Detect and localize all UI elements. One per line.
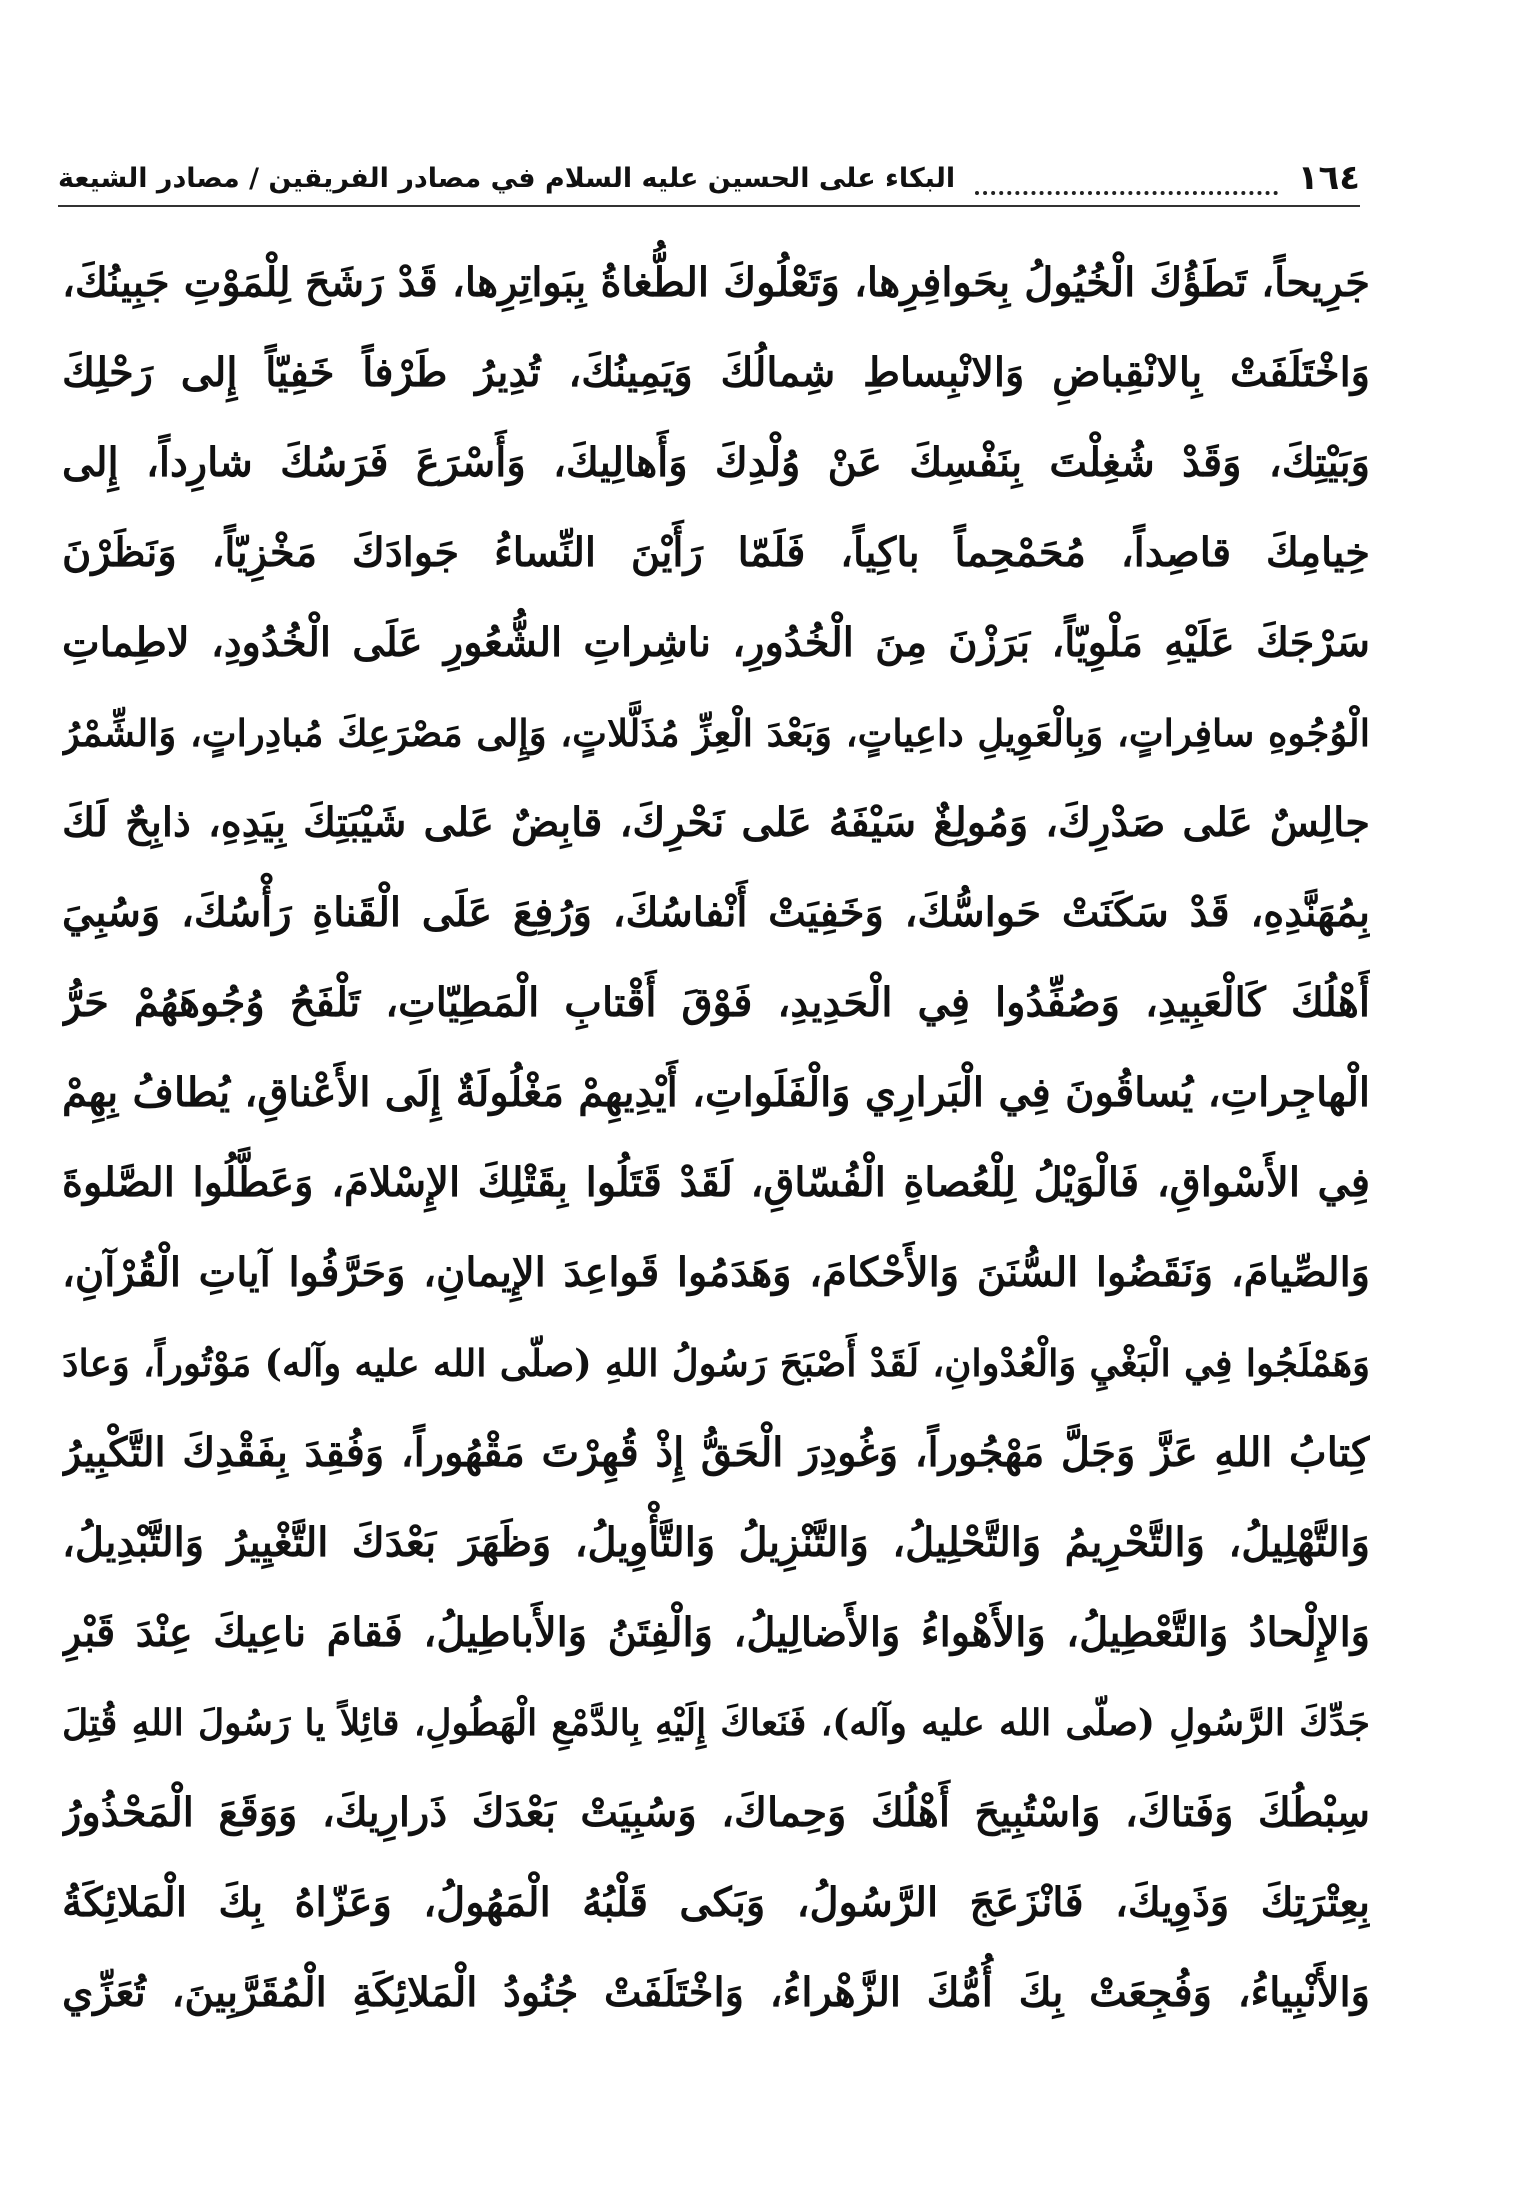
text-line: سِبْطُكَ وَفَتاكَ، وَاسْتُبِيحَ أَهْلُكَ وَحِماكَ، وَسُبِيَتْ بَعْدَكَ ذَرارِيكَ، وَوَقَعَ الْمَحْذُورُ <box>62 1789 1370 1836</box>
text-line: وَبَيْتِكَ، وَقَدْ شُغِلْتَ بِنَفْسِكَ عَنْ وُلْدِكَ وَأَهالِيكَ، وَأَسْرَعَ فَرَسُكَ شارِداً، إِلى <box>62 439 1370 486</box>
text-line: وَالإِلْحادُ وَالتَّعْطِيلُ، وَالأَهْواءُ وَالأَضالِيلُ، وَالْفِتَنُ وَالأَباطِيلُ، فَقامَ ناعِيكَ عِنْدَ قَبْرِ <box>62 1609 1370 1656</box>
text-line: بِمُهَنَّدِهِ، قَدْ سَكَنَتْ حَواسُّكَ، وَخَفِيَتْ أَنْفاسُكَ، وَرُفِعَ عَلَى الْقَناةِ رَأْسُكَ، وَسُبِيَ <box>62 889 1370 936</box>
body-text <box>62 238 1370 2038</box>
text-line: أَهْلُكَ كَالْعَبِيدِ، وَصُفِّدُوا فِي الْحَدِيدِ، فَوْقَ أَقْتابِ الْمَطِيّاتِ، تَلْفَحُ وُجُوهَهُمْ حَرُّ <box>62 979 1370 1026</box>
text-line: الْهاجِراتِ، يُساقُونَ فِي الْبَرارِي وَالْفَلَواتِ، أَيْدِيهِمْ مَغْلُولَةٌ إِلَى الأَعْناقِ، يُطافُ بِهِمْ <box>62 1069 1370 1116</box>
header-dot-leader <box>975 161 1278 195</box>
text-line: جَدِّكَ الرَّسُولِ (صلّى الله عليه وآله)، فَنَعاكَ إِلَيْهِ بِالدَّمْعِ الْهَطُولِ، قائِلاً يا رَسُولَ اللهِ قُتِلَ <box>62 1702 1370 1744</box>
text-line: وَالتَّهْلِيلُ، وَالتَّحْرِيمُ وَالتَّحْلِيلُ، وَالتَّنْزِيلُ وَالتَّأْوِيلُ، وَظَهَرَ بَعْدَكَ التَّغْيِيرُ وَالتَّبْدِيلُ، <box>62 1519 1370 1566</box>
text-line: فِي الأَسْواقِ، فَالْوَيْلُ لِلْعُصاةِ الْفُسّاقِ، لَقَدْ قَتَلُوا بِقَتْلِكَ الإِسْلامَ، وَعَطَّلُوا الصَّلوةَ <box>62 1159 1370 1206</box>
header-rule <box>58 205 1360 207</box>
running-header <box>58 153 1360 203</box>
text-line: وَالأَنْبِياءُ، وَفُجِعَتْ بِكَ أُمُّكَ الزَّهْراءُ، وَاخْتَلَفَتْ جُنُودُ الْمَلائِكَةِ الْمُقَرَّبِينَ، تُعَزِّي <box>62 1969 1370 2016</box>
text-line: خِيامِكَ قاصِداً، مُحَمْحِماً باكِياً، فَلَمّا رَأَيْنَ النِّساءُ جَوادَكَ مَخْزِيّاً، وَنَظَرْنَ <box>62 529 1370 576</box>
text-line: بِعِتْرَتِكَ وَذَوِيكَ، فَانْزَعَجَ الرَّسُولُ، وَبَكى قَلْبُهُ الْمَهُولُ، وَعَزّاهُ بِكَ الْمَلائِكَةُ <box>62 1879 1370 1926</box>
text-line: وَاخْتَلَفَتْ بِالانْقِباضِ وَالانْبِساطِ شِمالُكَ وَيَمِينُكَ، تُدِيرُ طَرْفاً خَفِيّاً إِلى رَحْلِكَ <box>62 349 1370 396</box>
text-line: سَرْجَكَ عَلَيْهِ مَلْوِيّاً، بَرَزْنَ مِنَ الْخُدُورِ، ناشِراتِ الشُّعُورِ عَلَى الْخُدُودِ، لاطِماتِ <box>62 619 1370 666</box>
text-line: الْوُجُوهِ سافِراتٍ، وَبِالْعَوِيلِ داعِياتٍ، وَبَعْدَ الْعِزِّ مُذَلَّلاتٍ، وَإِلى مَصْرَعِكَ مُبادِراتٍ، وَالشِّمْرُ <box>62 711 1370 755</box>
text-line: كِتابُ اللهِ عَزَّ وَجَلَّ مَهْجُوراً، وَغُودِرَ الْحَقُّ إِذْ قُهِرْتَ مَقْهُوراً، وَفُقِدَ بِفَقْدِكَ التَّكْبِيرُ <box>62 1429 1370 1476</box>
running-header-title: البكاء على الحسين عليه السلام في مصادر الفريقين / مصادر الشيعة <box>58 162 956 194</box>
text-line: وَهَمْلَجُوا فِي الْبَغْيِ وَالْعُدْوانِ، لَقَدْ أَصْبَحَ رَسُولُ اللهِ (صلّى الله عليه وآله) مَوْتُوراً، وَعادَ <box>62 1341 1370 1385</box>
text-line: وَالصِّيامَ، وَنَقَضُوا السُّنَنَ وَالأَحْكامَ، وَهَدَمُوا قَواعِدَ الإِيمانِ، وَحَرَّفُوا آياتِ الْقُرْآنِ، <box>62 1249 1370 1296</box>
text-line: جَرِيحاً، تَطَؤُكَ الْخُيُولُ بِحَوافِرِها، وَتَعْلُوكَ الطُّغاةُ بِبَواتِرِها، قَدْ رَشَحَ لِلْمَوْتِ جَبِينُكَ، <box>62 259 1370 306</box>
page-number: ١٦٤ <box>1297 158 1360 198</box>
text-line: جالِسٌ عَلى صَدْرِكَ، وَمُولِغٌ سَيْفَهُ عَلى نَحْرِكَ، قابِضٌ عَلى شَيْبَتِكَ بِيَدِهِ، ذابِحٌ لَكَ <box>62 799 1370 846</box>
